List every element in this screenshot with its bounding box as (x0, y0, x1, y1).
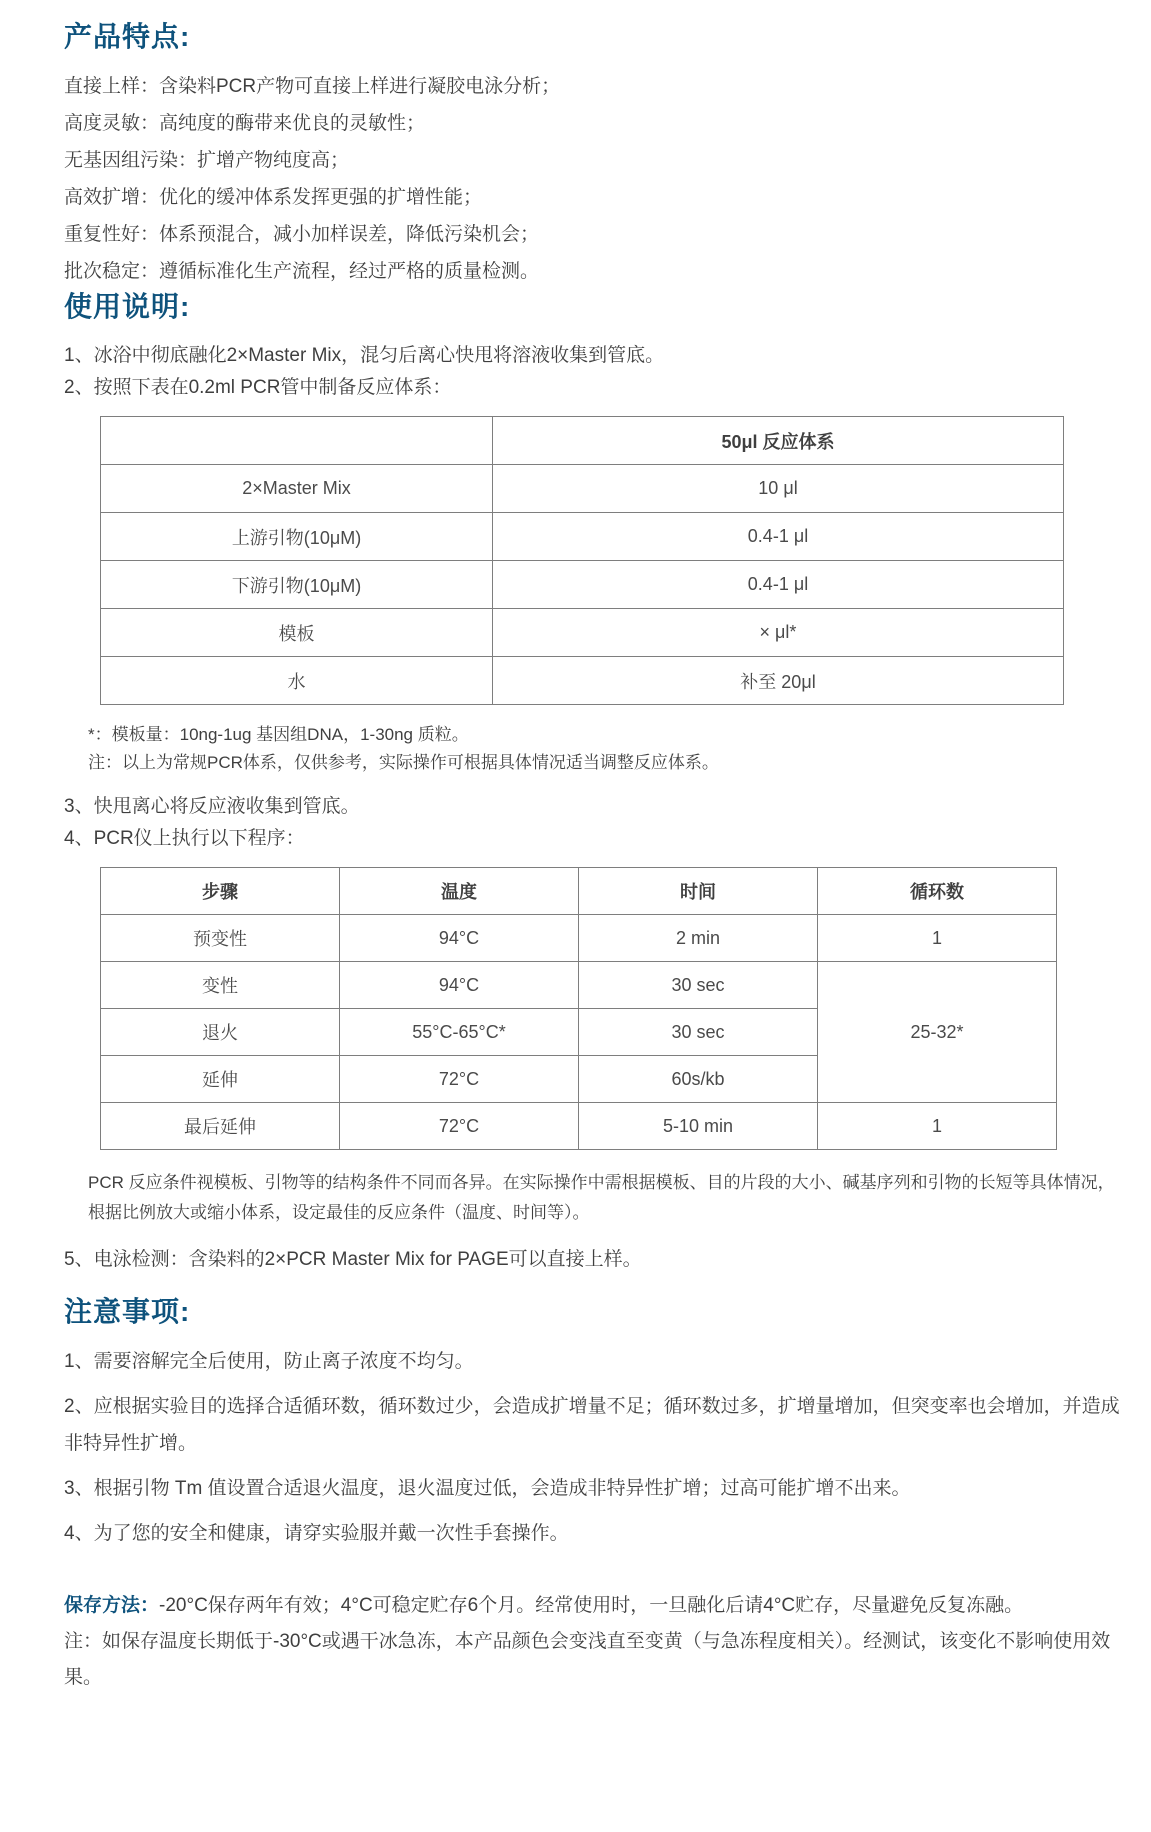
reaction-system-table (100, 416, 1064, 705)
table-cell-volume: 0.4-1 μl (493, 513, 1064, 561)
storage-note: 注：如保存温度长期低于-30°C或遇干冰急冻，本产品颜色会变浅直至变黄（与急冻程度相关）。经测试，该变化不影响使用效果。 (64, 1631, 1111, 1688)
precaution-item: 3、根据引物 Tm 值设置合适退火温度，退火温度过低，会造成非特异性扩增；过高可能扩增不出来。 (64, 1478, 911, 1499)
precaution-item: 1、需要溶解完全后使用，防止离子浓度不均匀。 (64, 1351, 474, 1372)
usage-steps-continued (64, 791, 1131, 855)
table-row (101, 657, 1064, 705)
feature-item: 重复性好：体系预混合，减小加样误差，降低污染机会； (64, 224, 540, 245)
feature-item: 高度灵敏：高纯度的酶带来优良的灵敏性； (64, 113, 426, 134)
table-cell-volume: × μl* (493, 609, 1064, 657)
pcr-program-note: PCR 反应条件视模板、引物等的结构条件不同而各异。在实际操作中需根据模板、目的片段的大小、碱基序列和引物的长短等具体情况，根据比例放大或缩小体系，设定最佳的反应条件（温度、时间等）。 (88, 1173, 1115, 1222)
column-header-50ul-system: 50μl 反应体系 (493, 417, 1064, 465)
table-row (101, 915, 1057, 962)
table-cell-volume: 补至 20μl (493, 657, 1064, 705)
table-cell-component: 水 (101, 657, 493, 705)
table-cell-volume: 0.4-1 μl (493, 561, 1064, 609)
section-heading-precautions: 注意事项: (64, 1296, 191, 1327)
precaution-item: 4、为了您的安全和健康，请穿实验服并戴一次性手套操作。 (64, 1523, 569, 1544)
storage-section (64, 1588, 1131, 1696)
column-header-component (101, 417, 493, 465)
table-cell-time: 60s/kb (579, 1056, 818, 1103)
table-cell-component: 模板 (101, 609, 493, 657)
table-row (101, 609, 1064, 657)
table-cell-time: 30 sec (579, 1009, 818, 1056)
usage-step-3: 3、快甩离心将反应液收集到管底。 (64, 796, 360, 817)
table-cell-temperature: 94°C (340, 915, 579, 962)
column-header-temperature: 温度 (340, 868, 579, 915)
precaution-item: 2、应根据实验目的选择合适循环数，循环数过少，会造成扩增量不足；循环数过多，扩增量增加，但突变率也会增加，并造成非特异性扩增。 (64, 1396, 1120, 1454)
reaction-table-notes (88, 721, 1131, 777)
table-cell-time: 30 sec (579, 962, 818, 1009)
storage-paragraph (64, 1588, 1131, 1624)
table-cell-cycles: 1 (818, 1103, 1057, 1150)
table-cell-step: 最后延伸 (101, 1103, 340, 1150)
table-cell-step: 退火 (101, 1009, 340, 1056)
pcr-program-table (100, 867, 1057, 1150)
table-row (101, 1103, 1057, 1150)
table-cell-cycles-merged: 25-32* (818, 962, 1057, 1103)
table-cell-time: 2 min (579, 915, 818, 962)
usage-step-4: 4、PCR仪上执行以下程序： (64, 828, 305, 849)
table-header-row (101, 868, 1057, 915)
feature-item: 高效扩增：优化的缓冲体系发挥更强的扩增性能； (64, 187, 483, 208)
table-cell-step: 延伸 (101, 1056, 340, 1103)
table-cell-step: 预变性 (101, 915, 340, 962)
usage-steps (64, 340, 1131, 404)
table-cell-temperature: 72°C (340, 1103, 579, 1150)
storage-label: 保存方法： (64, 1595, 160, 1616)
table-row (101, 513, 1064, 561)
table-row (101, 465, 1064, 513)
table-cell-volume: 10 μl (493, 465, 1064, 513)
feature-list (64, 68, 1131, 290)
table-cell-temperature: 72°C (340, 1056, 579, 1103)
table-cell-time: 5-10 min (579, 1103, 818, 1150)
column-header-cycles: 循环数 (818, 868, 1057, 915)
column-header-step: 步骤 (101, 868, 340, 915)
table-cell-temperature: 94°C (340, 962, 579, 1009)
table-row (101, 962, 1057, 1009)
feature-item: 直接上样：含染料PCR产物可直接上样进行凝胶电泳分析； (64, 76, 561, 97)
table-header-row (101, 417, 1064, 465)
column-header-time: 时间 (579, 868, 818, 915)
table-cell-temperature: 55°C-65°C* (340, 1009, 579, 1056)
feature-item: 无基因组污染：扩增产物纯度高； (64, 150, 350, 171)
section-heading-usage-instructions: 使用说明: (64, 291, 191, 322)
note-template-amount: *：模板量：10ng-1ug 基因组DNA，1-30ng 质粒。 (88, 725, 469, 744)
precaution-list (64, 1343, 1131, 1552)
table-cell-component: 2×Master Mix (101, 465, 493, 513)
table-cell-cycles: 1 (818, 915, 1057, 962)
storage-text: -20°C保存两年有效；4°C可稳定贮存6个月。经常使用时，一旦融化后请4°C贮存，尽量避免反复冻融。 (159, 1595, 1024, 1616)
usage-step-1: 1、冰浴中彻底融化2×Master Mix，混匀后离心快甩将溶液收集到管底。 (64, 345, 665, 366)
note-general: 注：以上为常规PCR体系，仅供参考，实际操作可根据具体情况适当调整反应体系。 (88, 753, 719, 772)
table-row (101, 561, 1064, 609)
table-cell-component: 下游引物(10μM) (101, 561, 493, 609)
usage-step-2: 2、按照下表在0.2ml PCR管中制备反应体系： (64, 377, 452, 398)
table-cell-step: 变性 (101, 962, 340, 1009)
section-heading-product-features: 产品特点: (64, 21, 191, 52)
table-cell-component: 上游引物(10μM) (101, 513, 493, 561)
feature-item: 批次稳定：遵循标准化生产流程，经过严格的质量检测。 (64, 261, 540, 282)
usage-step-5: 5、电泳检测：含染料的2×PCR Master Mix for PAGE可以直接上样。 (64, 1249, 642, 1270)
